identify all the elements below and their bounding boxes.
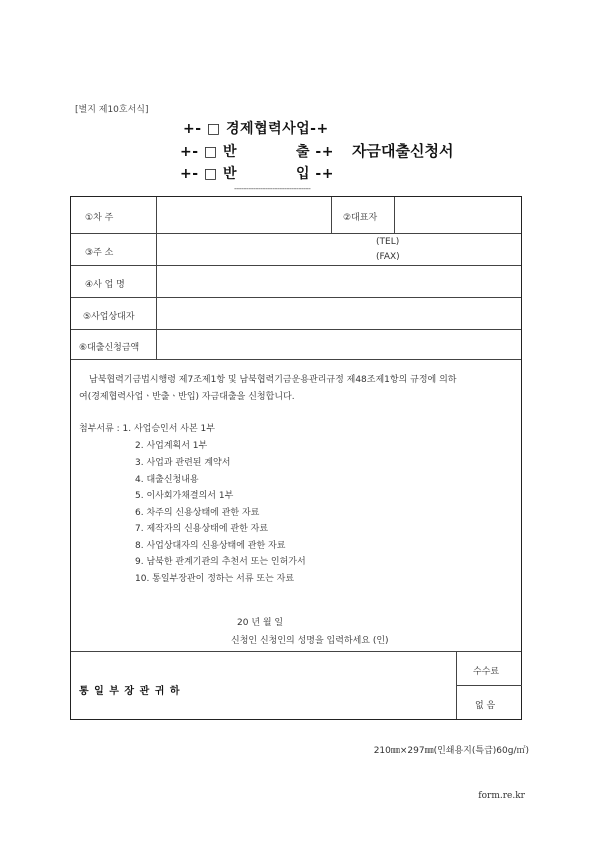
title-option-economic-cooperation: +- □ 경제협력사업-+ (183, 121, 329, 137)
business-partner-label: ⑤사업상대자 (83, 312, 135, 322)
loan-amount-field[interactable] (157, 330, 521, 358)
attachment-item: 9. 남북한 관계기관의 추천서 또는 인허가서 (135, 557, 306, 567)
statement-line-1: 남북협력기금법시행령 제7조제1항 및 남북협력기금운용관리규정 제48조제1항의 규정에 의하 (89, 375, 457, 385)
addressee: 통 일 부 장 관 귀 하 (79, 686, 181, 697)
address-label: ③주 소 (85, 248, 114, 258)
attachment-item: 2. 사업계획서 1부 (135, 441, 208, 451)
loan-amount-label: ⑥대출신청금액 (79, 343, 140, 353)
fee-label: 수수료 (473, 667, 500, 677)
fee-value: 없 음 (475, 701, 496, 711)
attachments-heading: 첨부서류 : 1. 사업승인서 사본 1부 (79, 424, 215, 434)
fax-label: (FAX) (376, 252, 400, 262)
application-date[interactable]: 20 년 월 일 (237, 618, 284, 628)
row-divider (71, 651, 521, 652)
attachment-item: 10. 통일부장관이 정하는 서류 또는 자료 (135, 574, 295, 584)
attachment-item: 7. 제작자의 신용상태에 관한 자료 (135, 524, 269, 534)
attachment-item: 8. 사업상대자의 신용상태에 관한 자료 (135, 541, 286, 551)
title-option-export-a: +- □ 반 (180, 144, 238, 160)
title-option-export-b: 출 -+ (296, 144, 334, 160)
attachment-item: 3. 사업과 관련된 계약서 (135, 458, 231, 468)
representative-label: ②대표자 (343, 213, 378, 223)
attachment-item: 4. 대출신청내용 (135, 475, 199, 485)
form-number: [별지 제10호서식] (75, 105, 149, 115)
source-site[interactable]: form.re.kr (478, 791, 525, 801)
title-option-import-b: 입 -+ (296, 166, 334, 182)
business-name-label: ④사 업 명 (85, 280, 125, 290)
statement-line-2: 여(경제협력사업ㆍ반출ㆍ반입) 자금대출을 신청합니다. (79, 392, 295, 402)
business-partner-field[interactable] (157, 298, 521, 328)
attachment-item: 5. 이사회가채결의서 1부 (135, 491, 234, 501)
document-title: 자금대출신청서 (352, 142, 454, 160)
address-field[interactable] (157, 234, 521, 264)
representative-field[interactable] (395, 198, 521, 232)
paper-specification: 210㎜×297㎜(인쇄용지(특급)60g/㎡) (373, 746, 529, 756)
attachment-item: 6. 차주의 신용상태에 관한 자료 (135, 508, 260, 518)
title-option-import-a: +- □ 반 (180, 166, 238, 182)
borrower-field[interactable] (157, 198, 330, 232)
title-underline: -------------------------------- (234, 184, 311, 193)
row-divider (71, 359, 521, 360)
tel-label: (TEL) (376, 237, 400, 247)
application-form-table (70, 196, 522, 720)
borrower-label: ①차 주 (85, 213, 114, 223)
fee-row-divider (456, 685, 522, 686)
applicant-signature[interactable]: 신청인 신청인의 성명을 입력하세요 (인) (231, 636, 389, 646)
business-name-field[interactable] (157, 266, 521, 296)
representative-divider (331, 197, 332, 233)
